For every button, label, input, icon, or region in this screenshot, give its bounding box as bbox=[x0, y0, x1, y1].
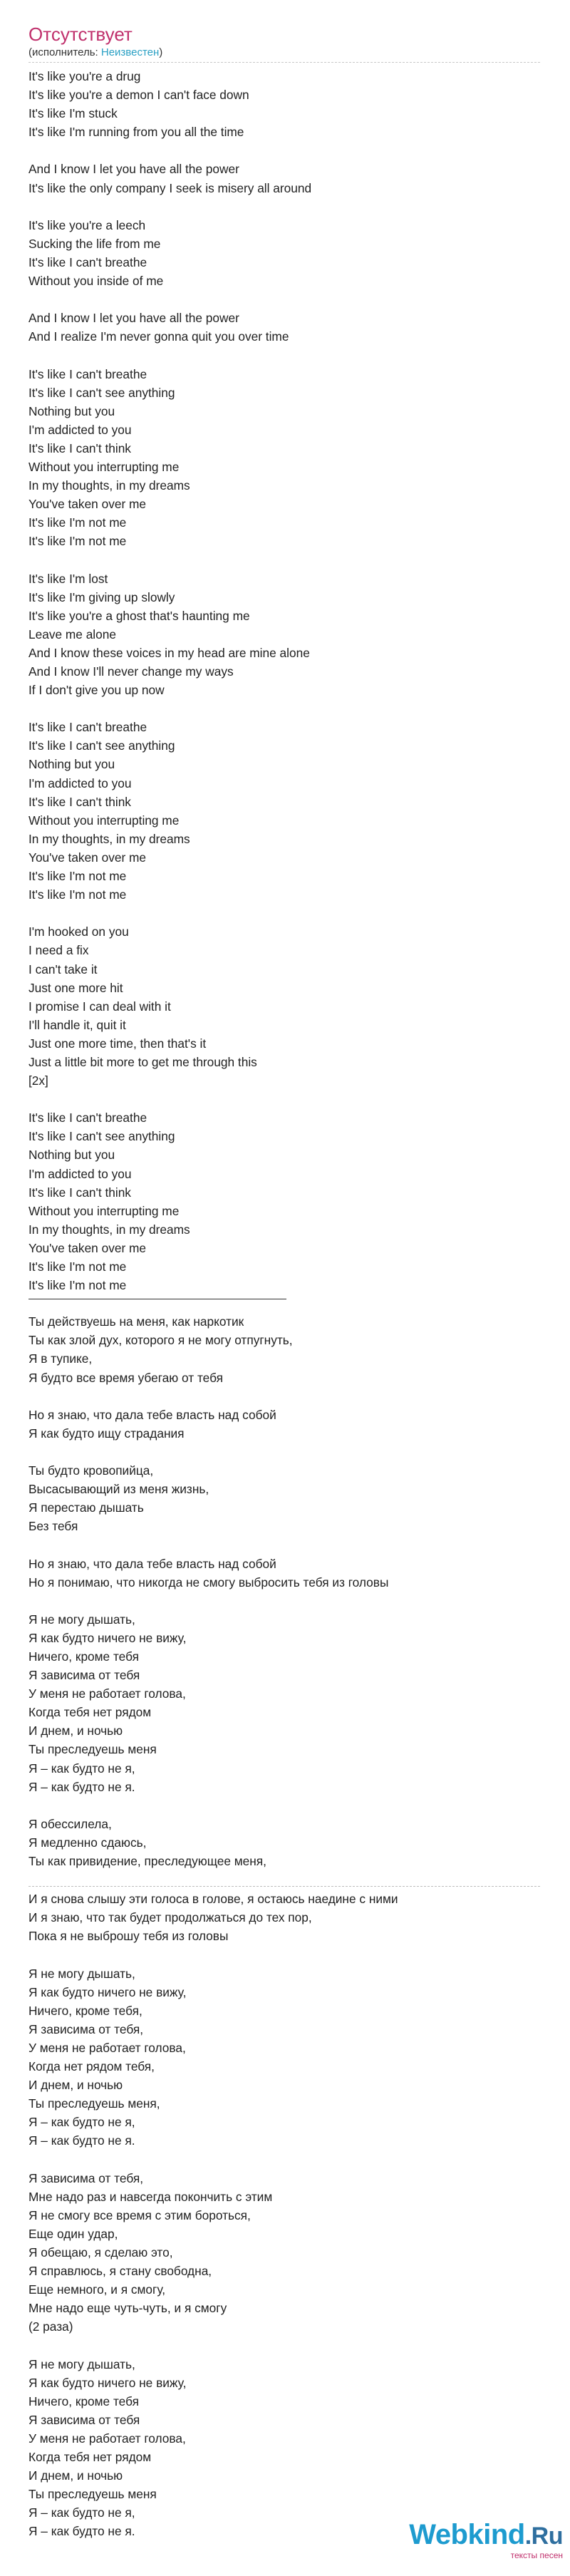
logo-tld-text: .Ru bbox=[524, 2523, 563, 2550]
lyrics-stanza bbox=[28, 1964, 542, 2150]
lyrics-stanza bbox=[28, 1555, 542, 1592]
lyric-line: Но я понимаю, что никогда не смогу выбросить тебя из головы bbox=[28, 1575, 389, 1590]
logo-wordmark bbox=[409, 2520, 563, 2550]
lyric-line: It's like I can't breathe bbox=[28, 720, 147, 735]
lyric-line: It's like you're a leech bbox=[28, 217, 146, 232]
lyric-line: It's like you're a ghost that's haunting me bbox=[28, 608, 250, 623]
lyric-line: Я будто все время убегаю от тебя bbox=[28, 1370, 223, 1385]
lyric-line: (2 раза) bbox=[28, 2319, 73, 2334]
lyric-line: It's like I'm stuck bbox=[28, 106, 118, 121]
lyric-line: I'm addicted to you bbox=[28, 1166, 132, 1181]
lyric-line: Я – как будто не я. bbox=[28, 2133, 135, 2148]
lyric-line: Sucking the life from me bbox=[28, 236, 161, 251]
lyric-line: Я – как будто не я. bbox=[28, 1779, 135, 1794]
lyrics-original bbox=[28, 67, 542, 1294]
lyrics-stanza bbox=[28, 67, 542, 141]
lyrics-stanza bbox=[28, 1890, 542, 1945]
lyric-line: Я справлюсь, я стану свободна, bbox=[28, 2264, 212, 2279]
lyric-line: In my thoughts, in my dreams bbox=[28, 1222, 190, 1237]
lyric-line: Я – как будто не я, bbox=[28, 2115, 135, 2130]
lyrics-stanza bbox=[28, 1108, 542, 1294]
lyric-line: I need a fix bbox=[28, 943, 89, 958]
lyric-line: Without you interrupting me bbox=[28, 459, 180, 474]
lyric-line: Но я знаю, что дала тебе власть над собой bbox=[28, 1407, 276, 1422]
lyric-line: И днем, и ночью bbox=[28, 2468, 123, 2483]
lyric-line: И я снова слышу эти голоса в голове, я остаюсь наедине с ними bbox=[28, 1892, 398, 1907]
lyric-line: Just a little bit more to get me through this bbox=[28, 1054, 257, 1069]
lyric-line: And I know I let you have all the power bbox=[28, 311, 239, 326]
lyric-line: It's like the only company I seek is misery all around bbox=[28, 180, 312, 195]
performer-suffix: ) bbox=[159, 46, 163, 58]
lyrics-stanza bbox=[28, 718, 542, 904]
lyrics-translation-part-2 bbox=[28, 1890, 542, 2540]
lyric-line: Мне надо еще чуть-чуть, и я смогу bbox=[28, 2301, 227, 2316]
lyric-line: Nothing but you bbox=[28, 1148, 115, 1163]
lyric-line: It's like you're a demon I can't face down bbox=[28, 88, 249, 103]
lyrics-stanza bbox=[28, 309, 542, 346]
lyric-line: It's like I'm not me bbox=[28, 515, 127, 530]
lyric-line: It's like I can't think bbox=[28, 441, 131, 455]
lyric-line: Я – как будто не я. bbox=[28, 2524, 135, 2539]
lyric-line: И днем, и ночью bbox=[28, 1724, 123, 1738]
performer-prefix: (исполнитель: bbox=[28, 46, 101, 58]
lyric-line: It's like I can't breathe bbox=[28, 366, 147, 381]
lyric-line: Ничего, кроме тебя bbox=[28, 2394, 139, 2408]
lyrics-translation-part-1 bbox=[28, 1312, 542, 1870]
lyric-line: And I know these voices in my head are mine alone bbox=[28, 645, 310, 660]
lyrics-stanza bbox=[28, 160, 542, 197]
lyric-line: Nothing but you bbox=[28, 757, 115, 772]
lyrics-body bbox=[28, 67, 542, 2540]
lyric-line: Я как будто ничего не вижу, bbox=[28, 2375, 187, 2390]
lyric-line: Nothing but you bbox=[28, 403, 115, 418]
lyric-line: Мне надо раз и навсегда покончить с этим bbox=[28, 2189, 273, 2204]
lyrics-stanza bbox=[28, 2355, 542, 2541]
lyric-line: Я обещаю, я сделаю это, bbox=[28, 2245, 173, 2260]
lyrics-stanza bbox=[28, 365, 542, 551]
lyrics-stanza bbox=[28, 570, 542, 700]
lyric-line: It's like I'm running from you all the time bbox=[28, 125, 244, 140]
lyric-line: Ты будто кровопийца, bbox=[28, 1463, 154, 1478]
lyric-line: У меня не работает голова, bbox=[28, 2040, 186, 2055]
lyrics-stanza bbox=[28, 1406, 542, 1443]
lyric-line: And I know I let you have all the power bbox=[28, 162, 239, 177]
lyric-line: In my thoughts, in my dreams bbox=[28, 831, 190, 846]
lyric-line: It's like I can't think bbox=[28, 794, 131, 809]
lyric-line: Ты преследуешь меня bbox=[28, 2487, 157, 2502]
lyric-line: Ты преследуешь меня, bbox=[28, 2096, 160, 2111]
lyric-line: I'm hooked on you bbox=[28, 924, 129, 939]
performer-line bbox=[28, 46, 540, 63]
lyric-line: You've taken over me bbox=[28, 497, 147, 512]
lyric-line: Just one more time, then that's it bbox=[28, 1036, 207, 1051]
lyric-line: Я – как будто не я, bbox=[28, 1761, 135, 1776]
lyric-line: У меня не работает голова, bbox=[28, 1686, 186, 1701]
lyric-line: It's like you're a drug bbox=[28, 69, 141, 83]
lyric-line: It's like I'm not me bbox=[28, 869, 127, 884]
lyric-line: It's like I'm giving up slowly bbox=[28, 589, 175, 604]
lyric-line: I'm addicted to you bbox=[28, 776, 132, 790]
logo-main-text: Webkind bbox=[409, 2519, 525, 2550]
lyric-line: It's like I can't breathe bbox=[28, 254, 147, 269]
lyric-line: Еще один удар, bbox=[28, 2226, 118, 2241]
lyric-line: It's like I'm not me bbox=[28, 1259, 127, 1274]
lyric-line: Я не смогу все время с этим бороться, bbox=[28, 2207, 251, 2222]
lyric-line: Я зависима от тебя, bbox=[28, 2021, 143, 2036]
lyric-line: You've taken over me bbox=[28, 1240, 147, 1255]
lyric-line: I'll handle it, quit it bbox=[28, 1017, 126, 1032]
lyric-line: And I know I'll never change my ways bbox=[28, 664, 234, 679]
lyric-line: It's like I can't see anything bbox=[28, 385, 175, 400]
lyric-line: Я зависима от тебя, bbox=[28, 2170, 143, 2185]
lyric-line: It's like I can't see anything bbox=[28, 738, 175, 753]
lyric-line: И я знаю, что так будет продолжаться до тех пор, bbox=[28, 1910, 312, 1925]
lyric-line: Я – как будто не я, bbox=[28, 2505, 135, 2520]
performer-link[interactable]: Неизвестен bbox=[100, 46, 160, 58]
lyrics-stanza bbox=[28, 1461, 542, 1535]
lyric-line: Ты как привидение, преследующее меня, bbox=[28, 1854, 266, 1868]
lyric-line: Leave me alone bbox=[28, 627, 116, 642]
lyric-line: You've taken over me bbox=[28, 850, 147, 865]
lyrics-stanza bbox=[28, 2169, 542, 2337]
lyrics-stanza bbox=[28, 922, 542, 1090]
lyrics-stanza bbox=[28, 216, 542, 290]
lyric-line: И днем, и ночью bbox=[28, 2078, 123, 2093]
lyric-line: It's like I'm not me bbox=[28, 534, 127, 549]
lyric-line: Without you interrupting me bbox=[28, 1203, 180, 1218]
lyric-line: Я обессилела, bbox=[28, 1816, 112, 1831]
lyrics-page bbox=[28, 23, 542, 2560]
lyric-line: It's like I can't see anything bbox=[28, 1129, 175, 1144]
lyric-line: Я не могу дышать, bbox=[28, 2356, 135, 2371]
lyric-line: Я в тупике, bbox=[28, 1351, 93, 1366]
lyric-line: Высасывающий из меня жизнь, bbox=[28, 1482, 209, 1497]
logo-tagline: тексты песен bbox=[510, 2550, 563, 2560]
lyric-line: Я не могу дышать, bbox=[28, 1612, 135, 1627]
lyrics-stanza bbox=[28, 1610, 542, 1796]
lyric-line: Когда нет рядом тебя, bbox=[28, 2059, 155, 2074]
lyric-line: Я медленно сдаюсь, bbox=[28, 1835, 147, 1850]
translation-break-divider bbox=[28, 1886, 540, 1887]
lyric-line: Без тебя bbox=[28, 1519, 78, 1534]
lyric-line: Но я знаю, что дала тебе власть над собой bbox=[28, 1556, 276, 1571]
lyric-line: If I don't give you up now bbox=[28, 683, 165, 698]
lyric-line: Пока я не выброшу тебя из головы bbox=[28, 1929, 229, 1944]
lyric-line: It's like I'm not me bbox=[28, 1278, 127, 1293]
lyric-line: У меня не работает голова, bbox=[28, 2431, 186, 2446]
lyric-line: Ты преследуешь меня bbox=[28, 1742, 157, 1757]
lyric-line: Я зависима от тебя bbox=[28, 2412, 140, 2427]
lyric-line: Я не могу дышать, bbox=[28, 1966, 135, 1981]
lyric-line: I can't take it bbox=[28, 962, 98, 977]
lyric-line: Just one more hit bbox=[28, 980, 123, 995]
lyric-line: It's like I'm not me bbox=[28, 887, 127, 902]
lyric-line: Without you inside of me bbox=[28, 274, 164, 289]
lyrics-stanza bbox=[28, 1312, 542, 1386]
lyric-line: It's like I can't think bbox=[28, 1185, 131, 1200]
lyric-line: Ничего, кроме тебя bbox=[28, 1649, 139, 1664]
lyric-line: Ты действуешь на меня, как наркотик bbox=[28, 1314, 244, 1329]
lyric-line: Without you interrupting me bbox=[28, 813, 180, 828]
lyrics-stanza bbox=[28, 1815, 542, 1870]
lyric-line: Ты как злой дух, которого я не могу отпугнуть, bbox=[28, 1333, 293, 1348]
lyric-line: In my thoughts, in my dreams bbox=[28, 478, 190, 493]
lyric-line: Ничего, кроме тебя, bbox=[28, 2003, 142, 2018]
site-logo[interactable] bbox=[409, 2520, 563, 2560]
lyric-line: Еще немного, и я смогу, bbox=[28, 2282, 166, 2297]
lyric-line: Когда тебя нет рядом bbox=[28, 1705, 152, 1720]
page-title: Отсутствует bbox=[28, 24, 133, 45]
lyric-line: [2x] bbox=[28, 1073, 48, 1088]
lyric-line: I'm addicted to you bbox=[28, 422, 132, 437]
lyric-line: It's like I can't breathe bbox=[28, 1111, 147, 1125]
lyric-line: I promise I can deal with it bbox=[28, 999, 171, 1014]
lyric-line: Я как будто ищу страдания bbox=[28, 1426, 185, 1441]
lyric-line: Я зависима от тебя bbox=[28, 1668, 140, 1683]
lyric-line: Я как будто ничего не вижу, bbox=[28, 1984, 187, 1999]
lyric-line: And I realize I'm never gonna quit you over time bbox=[28, 329, 289, 344]
lyric-line: Я перестаю дышать bbox=[28, 1500, 144, 1515]
lyric-line: Я как будто ничего не вижу, bbox=[28, 1630, 187, 1645]
lyric-line: It's like I'm lost bbox=[28, 571, 108, 586]
lyric-line: Когда тебя нет рядом bbox=[28, 2450, 152, 2464]
